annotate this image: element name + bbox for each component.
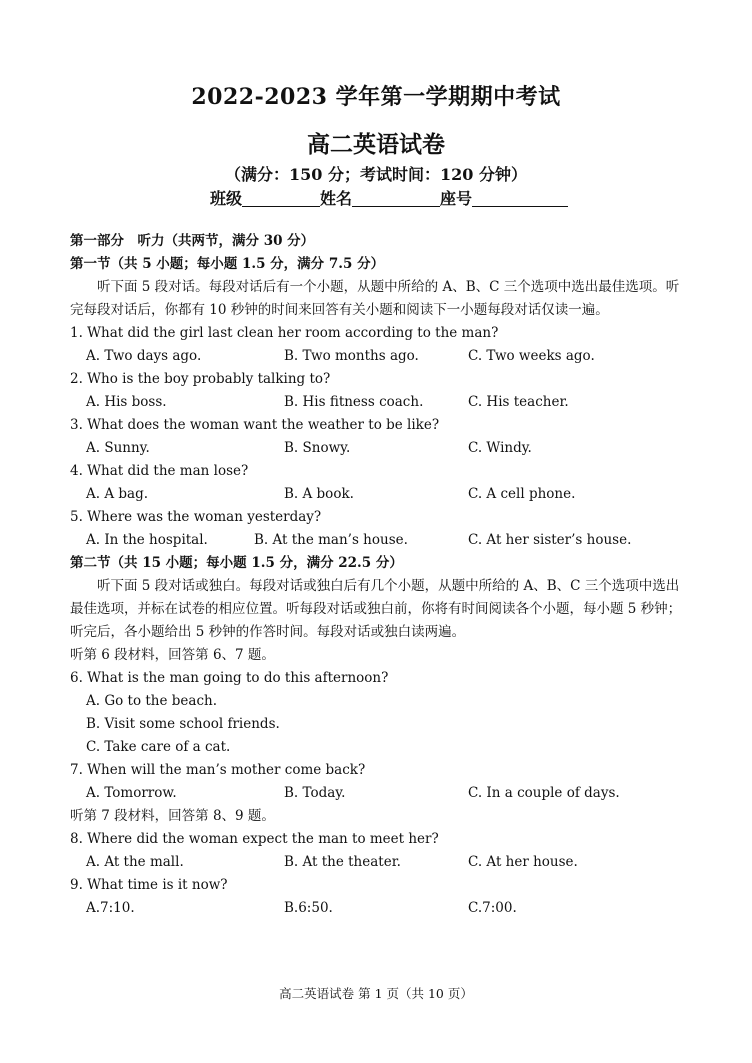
q4-option-b[interactable]: B. A book. — [284, 486, 354, 502]
q8-option-a[interactable]: A. At the mall. — [86, 854, 184, 870]
seat-field[interactable] — [472, 188, 568, 207]
question-8-options — [70, 851, 692, 874]
question-7: 7. When will the man’s mother come back? — [70, 762, 366, 778]
q7-option-a[interactable]: A. Tomorrow. — [86, 785, 177, 801]
q2-option-a[interactable]: A. His boss. — [86, 394, 167, 410]
seat-label: 座号 — [440, 189, 473, 208]
q5-option-c[interactable]: C. At her sister’s house. — [468, 532, 632, 548]
part1-heading: 第一部分 听力（共两节，满分 30 分） — [70, 233, 315, 249]
q3-option-b[interactable]: B. Snowy. — [284, 440, 351, 456]
question-2: 2. Who is the boy probably talking to? — [70, 371, 331, 387]
q2-option-c[interactable]: C. His teacher. — [468, 394, 569, 410]
exam-subtitle: 高二英语试卷 — [307, 131, 445, 158]
q4-option-a[interactable]: A. A bag. — [86, 486, 148, 502]
question-1-options — [70, 345, 692, 368]
q9-option-c[interactable]: C.7:00. — [468, 900, 517, 916]
class-field[interactable] — [242, 188, 320, 207]
section1-instructions: 听下面 5 段对话。每段对话后有一个小题，从题中所给的 A、B、C 三个选项中选出最佳选项。听完每段对话后，你都有 10 秒钟的时间来回答有关小题和阅读下一小题每段对话仅读一遍。 — [70, 279, 680, 318]
name-label: 姓名 — [320, 189, 353, 208]
question-3: 3. What does the woman want the weather to be like? — [70, 417, 440, 433]
question-6: 6. What is the man going to do this afternoon? — [70, 670, 389, 686]
question-9: 9. What time is it now? — [70, 877, 228, 893]
q2-option-b[interactable]: B. His fitness coach. — [284, 394, 424, 410]
question-5-options — [70, 529, 692, 552]
name-field[interactable] — [352, 188, 440, 207]
q5-option-b[interactable]: B. At the man’s house. — [254, 532, 408, 548]
q9-option-a[interactable]: A.7:10. — [86, 900, 135, 916]
material-7-note: 听第 7 段材料，回答第 8、9 题。 — [70, 808, 275, 824]
q6-option-a[interactable]: A. Go to the beach. — [86, 693, 218, 709]
question-7-options — [70, 782, 692, 805]
question-8: 8. Where did the woman expect the man to meet her? — [70, 831, 439, 847]
q1-option-a[interactable]: A. Two days ago. — [86, 348, 202, 364]
q5-option-a[interactable]: A. In the hospital. — [86, 532, 208, 548]
q6-option-b[interactable]: B. Visit some school friends. — [86, 716, 280, 732]
class-label: 班级 — [210, 189, 243, 208]
q1-option-b[interactable]: B. Two months ago. — [284, 348, 419, 364]
q9-option-b[interactable]: B.6:50. — [284, 900, 333, 916]
student-info-line — [210, 186, 610, 209]
question-5: 5. Where was the woman yesterday? — [70, 509, 322, 525]
question-1: 1. What did the girl last clean her room according to the man? — [70, 325, 499, 341]
q7-option-b[interactable]: B. Today. — [284, 785, 346, 801]
q7-option-c[interactable]: C. In a couple of days. — [468, 785, 620, 801]
page-footer: 高二英语试卷 第 1 页（共 10 页） — [279, 986, 473, 1001]
q3-option-a[interactable]: A. Sunny. — [86, 440, 150, 456]
q8-option-c[interactable]: C. At her house. — [468, 854, 578, 870]
score-time-info: （满分：150 分；考试时间：120 分钟） — [225, 165, 527, 184]
section2-instructions: 听下面 5 段对话或独白。每段对话或独白后有几个小题，从题中所给的 A、B、C 三个选项中选出最佳选项，并标在试卷的相应位置。听每段对话或独白前，你将有时间阅读各个小题，每小题 5 秒钟；听完后，各小题给出 5 秒钟的作答时间。每段对话或独白读两遍。 — [70, 578, 682, 640]
question-9-options — [70, 897, 692, 920]
q1-option-c[interactable]: C. Two weeks ago. — [468, 348, 595, 364]
section2-heading: 第二节（共 15 小题；每小题 1.5 分，满分 22.5 分） — [70, 555, 403, 571]
q6-option-c[interactable]: C. Take care of a cat. — [86, 739, 231, 755]
q8-option-b[interactable]: B. At the theater. — [284, 854, 401, 870]
question-4: 4. What did the man lose? — [70, 463, 249, 479]
question-4-options — [70, 483, 692, 506]
material-6-note: 听第 6 段材料，回答第 6、7 题。 — [70, 647, 275, 663]
section1-heading: 第一节（共 5 小题；每小题 1.5 分，满分 7.5 分） — [70, 256, 385, 272]
q4-option-c[interactable]: C. A cell phone. — [468, 486, 576, 502]
exam-content — [70, 230, 692, 920]
question-2-options — [70, 391, 692, 414]
question-3-options — [70, 437, 692, 460]
q3-option-c[interactable]: C. Windy. — [468, 440, 532, 456]
exam-title: 2022-2023 学年第一学期期中考试 — [191, 84, 561, 110]
